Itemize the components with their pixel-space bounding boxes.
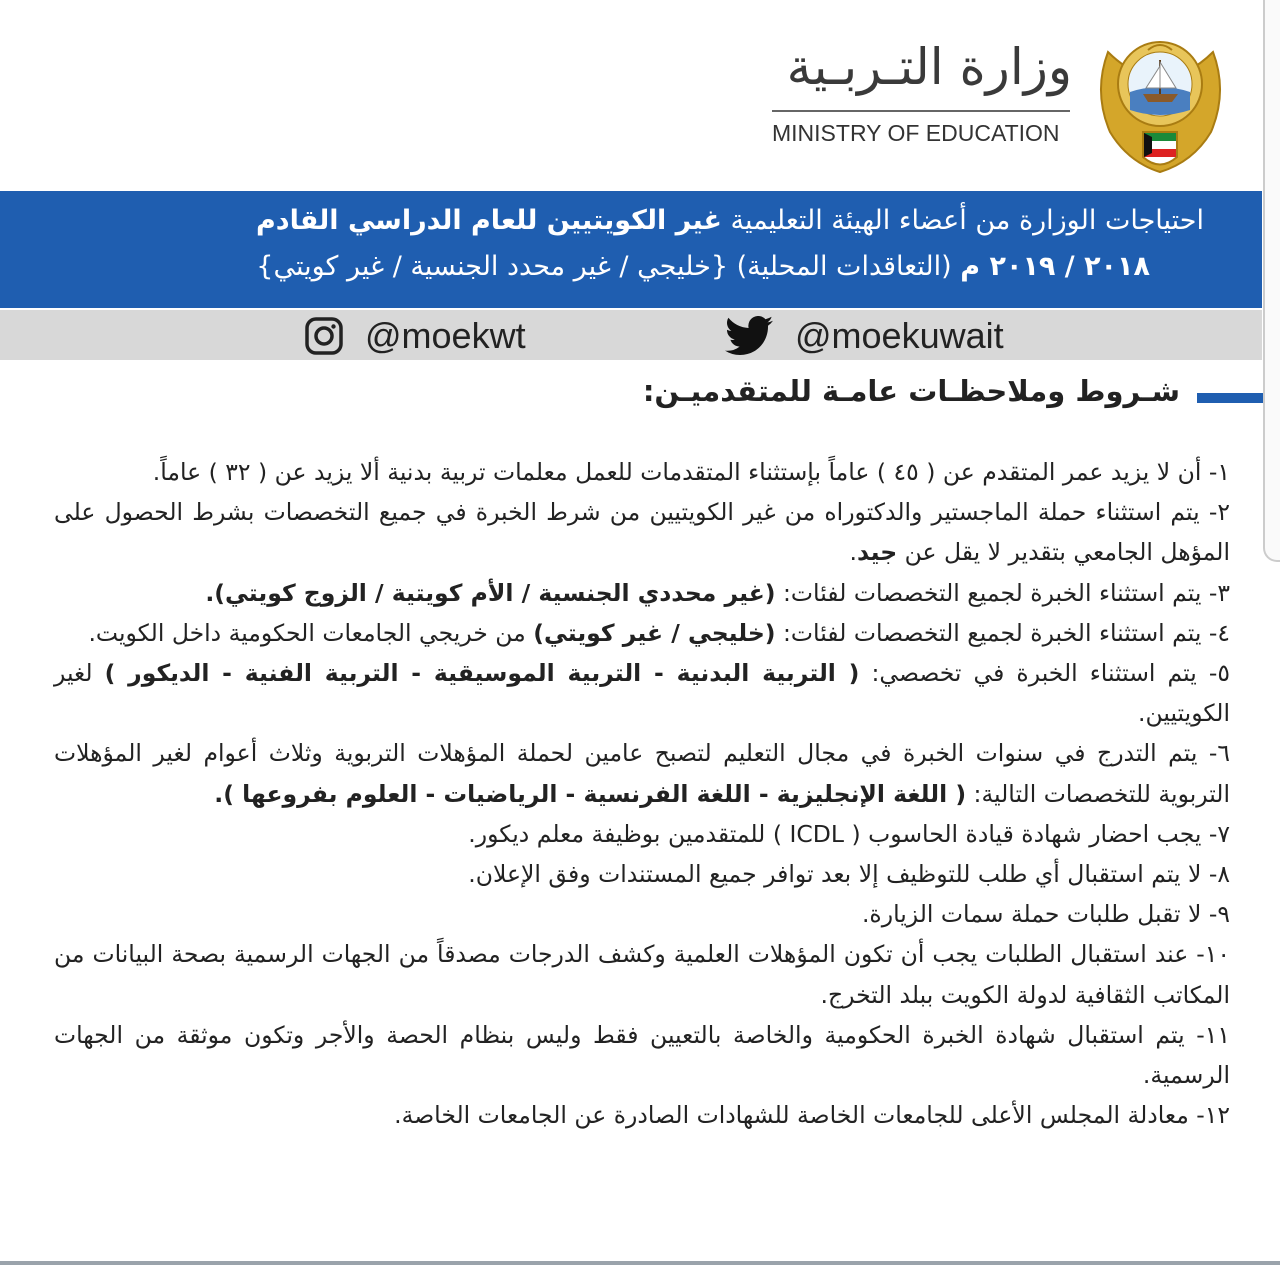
condition-item <box>54 653 1230 733</box>
condition-item <box>54 613 1230 653</box>
condition-text: ١١- يتم استقبال شهادة الخبرة الحكومية والخاصة بالتعيين فقط وليس بنظام الحصة والأجر وتكون موثقة من الجهات الرسمية. <box>54 1020 1230 1090</box>
instagram-icon <box>305 317 343 355</box>
bottom-border <box>0 1261 1280 1265</box>
condition-item <box>54 492 1230 572</box>
condition-emphasis: ( التربية البدنية - التربية الموسيقية - التربية الفنية - الديكور ) <box>104 659 860 688</box>
kuwait-emblem-logo <box>1088 22 1233 187</box>
condition-emphasis: (غير محددي الجنسية / الأم كويتية / الزوج كويتي). <box>205 578 776 607</box>
condition-text: ٢- يتم استثناء حملة الماجستير والدكتوراه من غير الكويتيين من شرط الخبرة في جميع التخصصات بشرط الحصول على المؤهل الجامعي بتقدير لا يقل عن <box>54 498 1230 567</box>
condition-item <box>54 452 1230 492</box>
condition-text: ١٢- معادلة المجلس الأعلى للجامعات الخاصة للشهادات الصادرة عن الجامعات الخاصة. <box>394 1101 1230 1130</box>
page-header <box>0 0 1280 190</box>
condition-text: ١٠- عند استقبال الطلبات يجب أن تكون المؤهلات العلمية وكشف الدرجات مصدقاً من الجهات الرسمية بصحة البيانات من المكاتب الثقافية لدولة الكويت ببلد التخرج. <box>54 940 1230 1009</box>
side-panel-edge <box>1263 0 1280 562</box>
banner-year: ٢٠١٨ / ٢٠١٩ م <box>960 251 1150 282</box>
condition-item <box>54 1015 1230 1095</box>
condition-text: ٤- يتم استثناء الخبرة لجميع التخصصات لفئات: <box>775 618 1230 647</box>
condition-item <box>54 934 1230 1014</box>
ministry-name-arabic: وزارة التـربـية <box>786 38 1072 96</box>
banner-line-1 <box>256 205 1204 236</box>
condition-text: ٦- يتم التدرج في سنوات الخبرة في مجال التعليم لتصبح عامين لحملة المؤهلات التربوية وثلاث أعوام لغير المؤهلات التربوية للتخصصات التالية: <box>54 739 1230 808</box>
twitter-icon <box>725 316 773 356</box>
ministry-name-english: MINISTRY OF EDUCATION <box>772 120 1060 146</box>
condition-text: ٣- يتم استثناء الخبرة لجميع التخصصات لفئات: <box>775 578 1230 607</box>
banner-line-2 <box>256 251 1150 282</box>
banner-line-2-text: (التعاقدات المحلية) {خليجي / غير محدد الجنسية / غير كويتي} <box>256 251 961 282</box>
twitter-handle[interactable] <box>725 315 1004 357</box>
condition-item <box>54 573 1230 613</box>
section-heading: شـروط وملاحظـات عامـة للمتقدميـن: <box>642 374 1180 408</box>
condition-emphasis: (خليجي / غير كويتي) <box>533 618 776 647</box>
condition-text: من خريجي الجامعات الحكومية داخل الكويت. <box>88 618 534 647</box>
banner-line-1-bold: غير الكويتيين للعام الدراسي القادم <box>255 205 722 236</box>
twitter-handle-text: @moekuwait <box>795 315 1004 356</box>
heading-accent-bar <box>1197 393 1272 403</box>
condition-text: ٧- يجب احضار شهادة قيادة الحاسوب ( ICDL ) للمتقدمين بوظيفة معلم ديكور. <box>468 819 1230 848</box>
social-bar <box>0 310 1262 360</box>
condition-emphasis: ( اللغة الإنجليزية - اللغة الفرنسية - الرياضيات - العلوم بفروعها ). <box>214 779 967 808</box>
condition-item <box>54 814 1230 854</box>
condition-text: لغير الكويتيين. <box>54 659 1230 728</box>
condition-emphasis: جيد <box>857 538 898 567</box>
condition-text: . <box>849 538 858 567</box>
condition-item <box>54 854 1230 894</box>
instagram-handle-text: @moekwt <box>365 315 526 356</box>
condition-item <box>54 1095 1230 1135</box>
condition-item <box>54 733 1230 813</box>
condition-item <box>54 894 1230 934</box>
conditions-list <box>54 452 1230 1135</box>
announcement-banner <box>0 191 1262 308</box>
condition-text: ٨- لا يتم استقبال أي طلب للتوظيف إلا بعد توافر جميع المستندات وفق الإعلان. <box>468 860 1230 889</box>
title-divider <box>772 110 1070 112</box>
condition-text: ١- أن لا يزيد عمر المتقدم عن ( ٤٥ ) عاماً بإستثناء المتقدمات للعمل معلمات تربية بدنية ألا يزيد عن ( ٣٢ ) عاماً. <box>152 458 1230 486</box>
condition-text: ٩- لا تقبل طلبات حملة سمات الزيارة. <box>861 900 1230 929</box>
condition-text: ٥- يتم استثناء الخبرة في تخصصي: <box>859 659 1230 688</box>
banner-line-1-text: احتياجات الوزارة من أعضاء الهيئة التعليمية <box>721 205 1204 236</box>
instagram-handle[interactable] <box>305 315 526 357</box>
